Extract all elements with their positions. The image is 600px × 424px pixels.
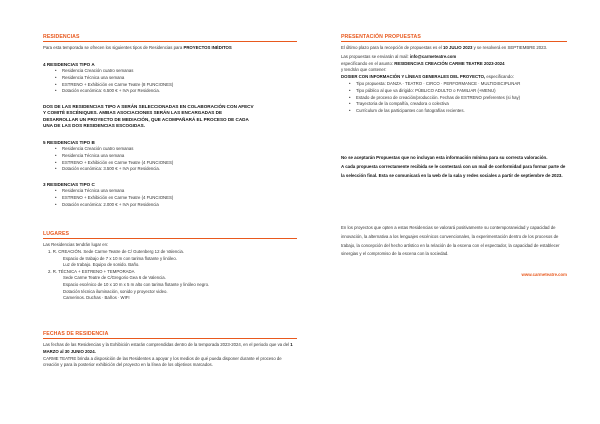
colaboracion-paragraph: DOS DE LAS RESIDENCIAS TIPO A SERÁN SELECCIONADAS EN COLABORACIÓN CON AFECV Y COMITÉ ESCÉNIQUES. AMBAS ASOCIACIONES SERÁN LAS ENCARGADAS DE DESARROLLAR UN PROYECTO DE MEDIACIÓN, QUE ACOMPAÑARÁ EL PROCESO DE CADA UNA DE LAS DOS RESIDENCIAS ESCOGIDAS. (43, 104, 254, 128)
tipo-c-block (43, 182, 297, 208)
aviso-minimo: No se aceptarán Propuestas que no incluyan esta información mínima para su correcta valoración. (341, 155, 548, 160)
residencias-divider (43, 41, 297, 42)
plazo-paragraph: El último plazo para la recepción de propuestas es el 10 JULIO 2023 y se resolverá en SEPTIEMBRE 2023. (341, 45, 548, 51)
tipo-b-list (43, 146, 297, 173)
list-item: • Dotación económica: 6.500 € + IVA por Residencia. (55, 88, 297, 95)
aviso-conformidad: A cada propuesta correctamente recibida se le contestará con un mail de conformidad para formar parte de la selección final. Esta se comunicará en la web de la sala y redes sociales a partir de septiembre de 2023. (341, 164, 566, 178)
presentacion-divider (341, 41, 567, 42)
presentacion-heading: PRESENTACIÓN PROPUESTAS (341, 34, 421, 40)
condiciones-block (341, 155, 567, 180)
residencias-heading: RESIDENCIAS (43, 34, 80, 40)
residencias-section (43, 34, 297, 52)
fechas-apoyo: CARME TEATRE brinda a disposición de las Residentes a apoyar y los medios de qué pueda disponer durante el proceso de creación y para la posterior exhibición del proyecto en la línea de los objetivos marcados. (43, 355, 282, 368)
list-item: • Residencia Técnica una semana (55, 188, 297, 195)
tipo-a-block (43, 62, 297, 95)
list-item: • Trayectoria de la compañía, creadora o colectiva (349, 101, 567, 108)
lugar-tecnica: 2. R. TÉCNICA + ESTRENO + TEMPORADA (48, 268, 135, 274)
list-item: • ESTRENO + Exhibición en Carme Teatre (4 FUNCIONES) (55, 160, 297, 167)
email-link[interactable]: info@carmeteatre.com (409, 53, 457, 59)
tipo-c-title: 3 RESIDENCIAS TIPO C (43, 182, 95, 187)
list-item: • Tipo público al que va dirigido: PÚBLICO ADULTO o FAMILIAR (+MENU) (349, 88, 567, 95)
fechas-paragraph: Las fechas de las Residencias y la Exhibición estarán comprendidas dentro de la temporada 2023-2024, en el periodo que va del 1 MARZO al 30 JUNIO 2024. (43, 342, 293, 354)
dosier-list (341, 81, 567, 115)
tipo-b-title: 5 RESIDENCIAS TIPO B (43, 140, 95, 145)
lugar-detail: Espacio escénico de 10 x 10 m x 5 m alto con tarima flotante y linóleo negro. (63, 281, 210, 287)
lugar-detail: Camerinos. Duchas · Baños · WIFI (63, 295, 130, 301)
email-paragraph: Las propuestas se enviarán al mail: info@carmeteatre.com (341, 53, 457, 59)
list-item: • ESTRENO + Exhibición en Carme Teatre (4 FUNCIONES) (55, 195, 297, 202)
asunto-paragraph: especificando en el asunto: RESIDENCIAS CREACIÓN CARME TEATRE 2023-2024 (341, 60, 505, 66)
fechas-divider (43, 338, 297, 339)
dosier-line: DOSIER CON INFORMACIÓN Y LÍNEAS GENERALES DEL PROYECTO, especificando: (341, 73, 514, 79)
tipo-a-title: 4 RESIDENCIAS TIPO A (43, 62, 95, 67)
list-item: • Dotación económica: 2.000 € + IVA por Residencia (55, 202, 297, 209)
contener-line: y tendrán que contener: (341, 67, 387, 73)
list-item: • Residencia Creación cuatro semanas (55, 68, 297, 75)
valoracion-block (341, 224, 567, 259)
residencias-intro: Para esta temporada se ofrecen los siguientes tipos de Residencias para PROYECTOS INÉDITOS (43, 45, 232, 51)
fechas-heading: FECHAS DE RESIDENCIA (43, 331, 109, 337)
lugar-detail: Dotación técnica iluminación, sonido y proyector video. (63, 288, 168, 294)
tipo-b-block (43, 140, 297, 173)
list-item: • Residencia Técnica una semana (55, 75, 297, 82)
valoracion-paragraph: En los proyectos que opten a estas Residencias se valorará positivamente su contemporaneidad y capacidad de innovación, la alternativa a los lenguajes escénicos convencionales, la experimentación dentro de los procesos de trabajo, la concepción del hecho artístico en la relación de la escena con el espectador, la capacidad de establecer sinergias y el compromiso de la escena con la sociedad. (341, 225, 560, 257)
lugares-intro: Las Residencias tendrán lugar en: (43, 242, 109, 248)
tipo-a-list (43, 68, 297, 95)
list-item: • Residencia Creación cuatro semanas (55, 146, 297, 153)
tipo-c-list (43, 188, 297, 208)
presentacion-section (341, 34, 567, 115)
list-item: • Currículum de las participantes con fotografías recientes. (349, 108, 567, 115)
lugares-list (43, 249, 297, 302)
list-item: • Estado de proceso de creación/producción. Fechas de ESTRENO preferentes (si hay) (349, 95, 567, 102)
list-item: • ESTRENO + Exhibición en Carme Teatre (8 FUNCIONES) (55, 82, 297, 89)
lugar-detail: Sede Carme Teatre de C/Gregorio Gea 6 de Valencia. (63, 275, 166, 281)
list-item: • Tipo propuesta: DANZA · TEATRO · CIRCO · PERFORMANCE · MULTIDISCIPLINAR (349, 81, 567, 88)
lugares-heading: LUGARES (43, 231, 70, 237)
lugar-detail: Espacio de trabajo de 7 x 10 m con tarima flotante y linóleo. (63, 255, 177, 261)
website-link[interactable]: www.carmeteatre.com (521, 272, 567, 277)
lugar-detail: Luz de trabajo. Equipo de sonido. Baño. (63, 262, 140, 268)
list-item: • Dotación económica: 3.500 € + IVA por Residencia. (55, 166, 297, 173)
lugar-creacion: 1. R. CREACIÓN. Sede Carme Teatre de C/ Gutenberg 12 de Valencia. (48, 248, 184, 254)
lugares-section (43, 231, 297, 302)
fechas-section (43, 331, 297, 369)
list-item: • Residencia Técnica una semana (55, 153, 297, 160)
lugares-divider (43, 238, 297, 239)
